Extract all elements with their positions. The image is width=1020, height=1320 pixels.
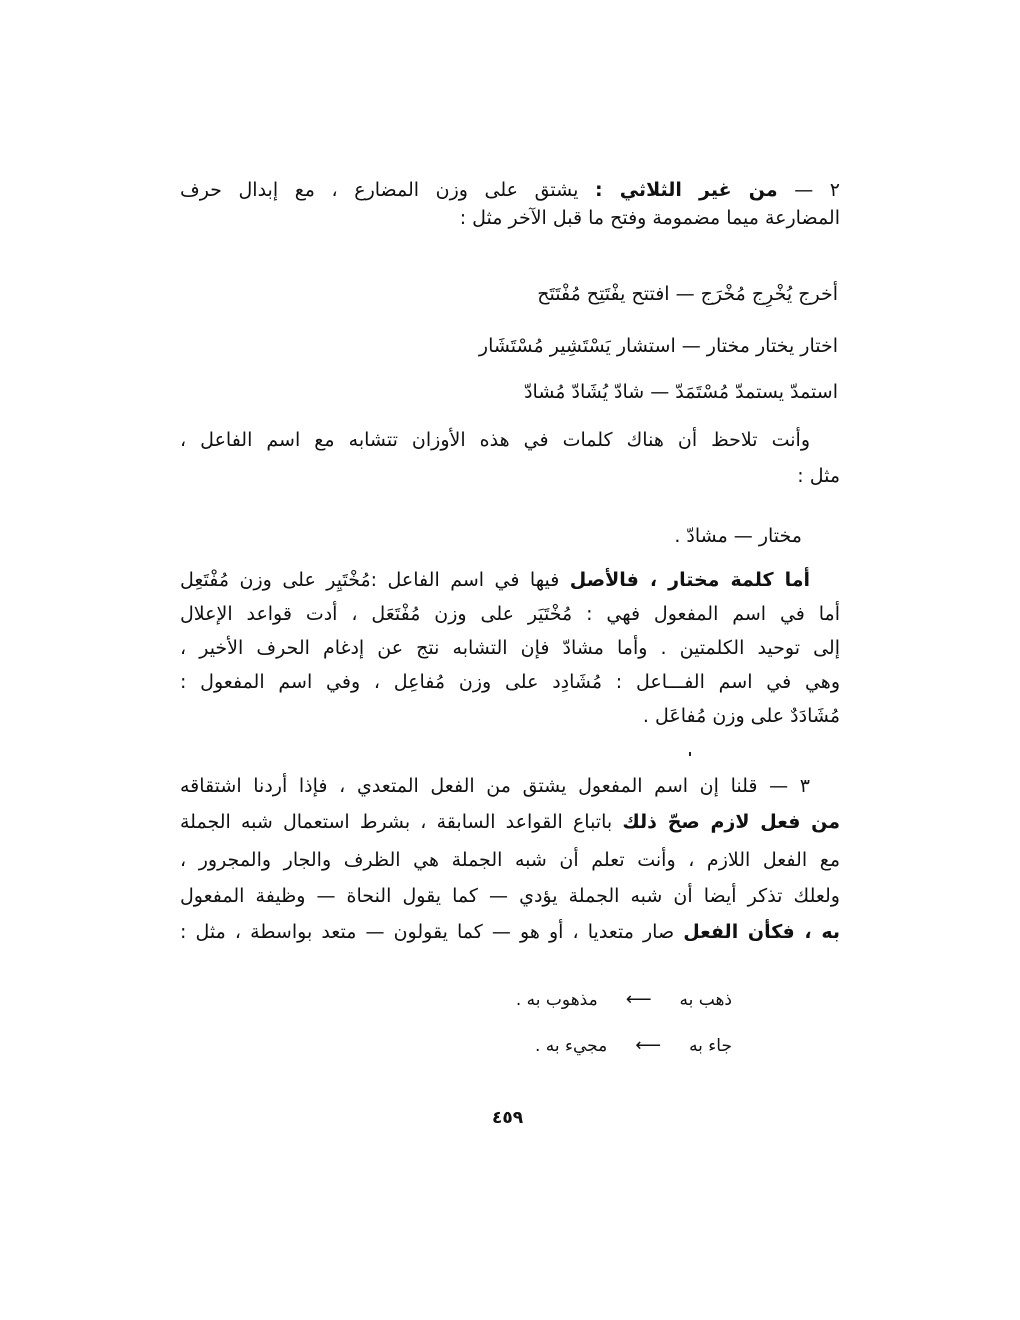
derivation-1 — [516, 986, 732, 1014]
section-3-line-4: ولعلك تذكر أيضا أن شبه الجملة يؤدي — كما يقول النحاة — وظيفة المفعول — [180, 885, 840, 907]
explanation-line-1 — [180, 566, 840, 594]
example-line-3: استمدّ يستمدّ مُسْتَمَدّ — شادّ يُشَادّ مُشادّ — [524, 381, 838, 403]
section-3-line-2 — [180, 808, 840, 836]
section-2-line-1 — [180, 176, 840, 204]
explanation-line-4: وهي في اسم الفـــاعل : مُشَادِد على وزن مُفاعِل ، وفي اسم المفعول : — [180, 671, 840, 693]
example-line-2: اختار يختار مختار — استشار يَسْتَشِير مُسْتَشَار — [478, 335, 838, 357]
note-line-2: مثل : — [797, 465, 840, 487]
explanation-bold: أما كلمة مختار ، فالأصل — [569, 569, 811, 591]
section-3-bold-2: به ، فكأن الفعل — [683, 921, 840, 943]
section-2-line-2: المضارعة ميما مضمومة وفتح ما قبل الآخر مثل : — [459, 207, 840, 229]
explanation-line-2: أما في اسم المفعول فهي : مُخْتَيَر على وزن مُفْتَعَل ، أدت قواعد الإعلال — [180, 603, 840, 625]
derivation-2 — [535, 1032, 732, 1060]
derivation-result: مذهوب به . — [515, 990, 598, 1010]
stray-mark — [689, 752, 691, 756]
page-number: ٤٥٩ — [492, 1108, 524, 1128]
section-3-bold: من فعل لازم صحّ ذلك — [622, 811, 840, 833]
section-3-line-1: ٣ — قلنا إن اسم المفعول يشتق من الفعل المتعدي ، فإذا أردنا اشتقاقه — [180, 775, 810, 797]
explanation-text: فيها في اسم الفاعل :مُخْتَيِر على وزن مُفْتَعِل — [180, 569, 560, 591]
derivation-verb: جاء به — [689, 1036, 732, 1056]
derivation-result: مجيء به . — [534, 1036, 608, 1056]
arrow-left-icon: ⟵ — [635, 1035, 662, 1056]
section-heading: من غير الثلاثي : — [594, 179, 778, 201]
example-line-1: أخرج يُخْرِج مُخْرَج — افتتح يفْتَتِح مُفْتَتَح — [537, 283, 838, 305]
explanation-line-3: إلى توحيد الكلمتين . وأما مشادّ فإن التشابه نتج عن إدغام الحرف الأخير ، — [180, 637, 840, 659]
section-3-text: باتباع القواعد السابقة ، بشرط استعمال شبه الجملة — [180, 811, 613, 833]
section-3-line-5 — [180, 918, 840, 946]
section-3-line-3: مع الفعل اللازم ، وأنت تعلم أن شبه الجملة هي الظرف والجار والمجرور ، — [180, 849, 840, 871]
section-3-text-2: صار متعديا ، أو هو — كما يقولون — متعد بواسطة ، مثل : — [180, 921, 675, 943]
explanation-line-5: مُشَادَدٌ على وزن مُفاعَل . — [642, 705, 840, 727]
example-mukhtar-mushadd: مختار — مشادّ . — [674, 525, 802, 547]
derivation-verb: ذهب به — [679, 990, 732, 1010]
section-text: يشتق على وزن المضارع ، مع إبدال حرف — [180, 179, 579, 201]
note-line-1: وأنت تلاحظ أن هناك كلمات في هذه الأوزان تتشابه مع اسم الفاعل ، — [180, 429, 810, 451]
arrow-left-icon: ⟵ — [625, 989, 652, 1010]
section-number: ٢ — — [794, 179, 840, 201]
